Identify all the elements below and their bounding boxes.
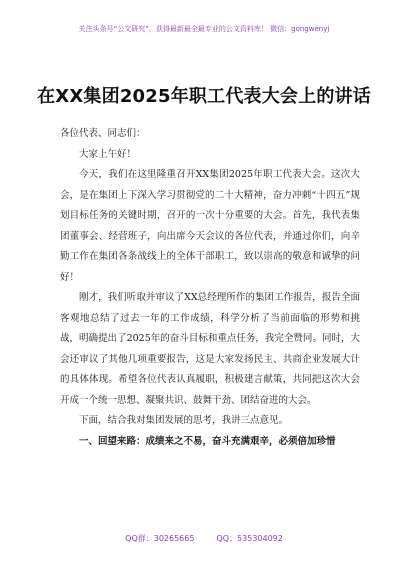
greeting: 大家上午好！ (79, 148, 137, 160)
footer-contact (0, 533, 408, 544)
paragraph-report: 刚才，我们听取并审议了XX总经理所作的集团工作报告，报告全面客观地总结了过去一年的工作成绩，科学分析了当前面临的形势和挑战，明确提出了2025年的奋斗目标和重点任务，我完全赞同。同时，大会还审议了其他几项重要报告，这是大家发扬民主、共商企业发展大计的具体体现。希望各位代表认真履职，积极建言献策，共同把这次大会开成一个统一思想、凝聚共识、鼓舞干劲、团结奋进的大会。 (60, 292, 360, 406)
paragraph-opening: 今天，我们在这里隆重召开XX集团2025年职工代表大会。这次大会，是在集团上下深入学习贯彻党的二十大精神，奋力冲刺“十四五”规划目标任务的关键时期，召开的一次十分重要的大会。首先，我代表集团董事会、经营班子，向出席今天会议的各位代表，并通过你们，向辛勤工作在集团各条战线上的全体干部职工，致以崇高的敬意和诚挚的问好！ (60, 169, 360, 283)
document-body (60, 124, 360, 452)
paragraph-transition: 下面，结合我对集团发展的思考，我讲三点意见。 (79, 415, 289, 426)
footer-qq: QQ：535304092 (216, 534, 283, 543)
salutation: 各位代表、同志们： (60, 128, 146, 139)
footer-qq-group: QQ群：30265665 (125, 534, 195, 543)
document-title: 在XX集团2025年职工代表大会上的讲话 (37, 86, 371, 107)
header-watermark-note: 关注头条号“公文研究”，获得最新最全最专业的公文资料库！ 微信：gongwenyj (78, 25, 330, 33)
section-heading: 一、回望来路：成绩来之不易，奋斗充满艰辛，必须倍加珍惜 (79, 435, 336, 447)
